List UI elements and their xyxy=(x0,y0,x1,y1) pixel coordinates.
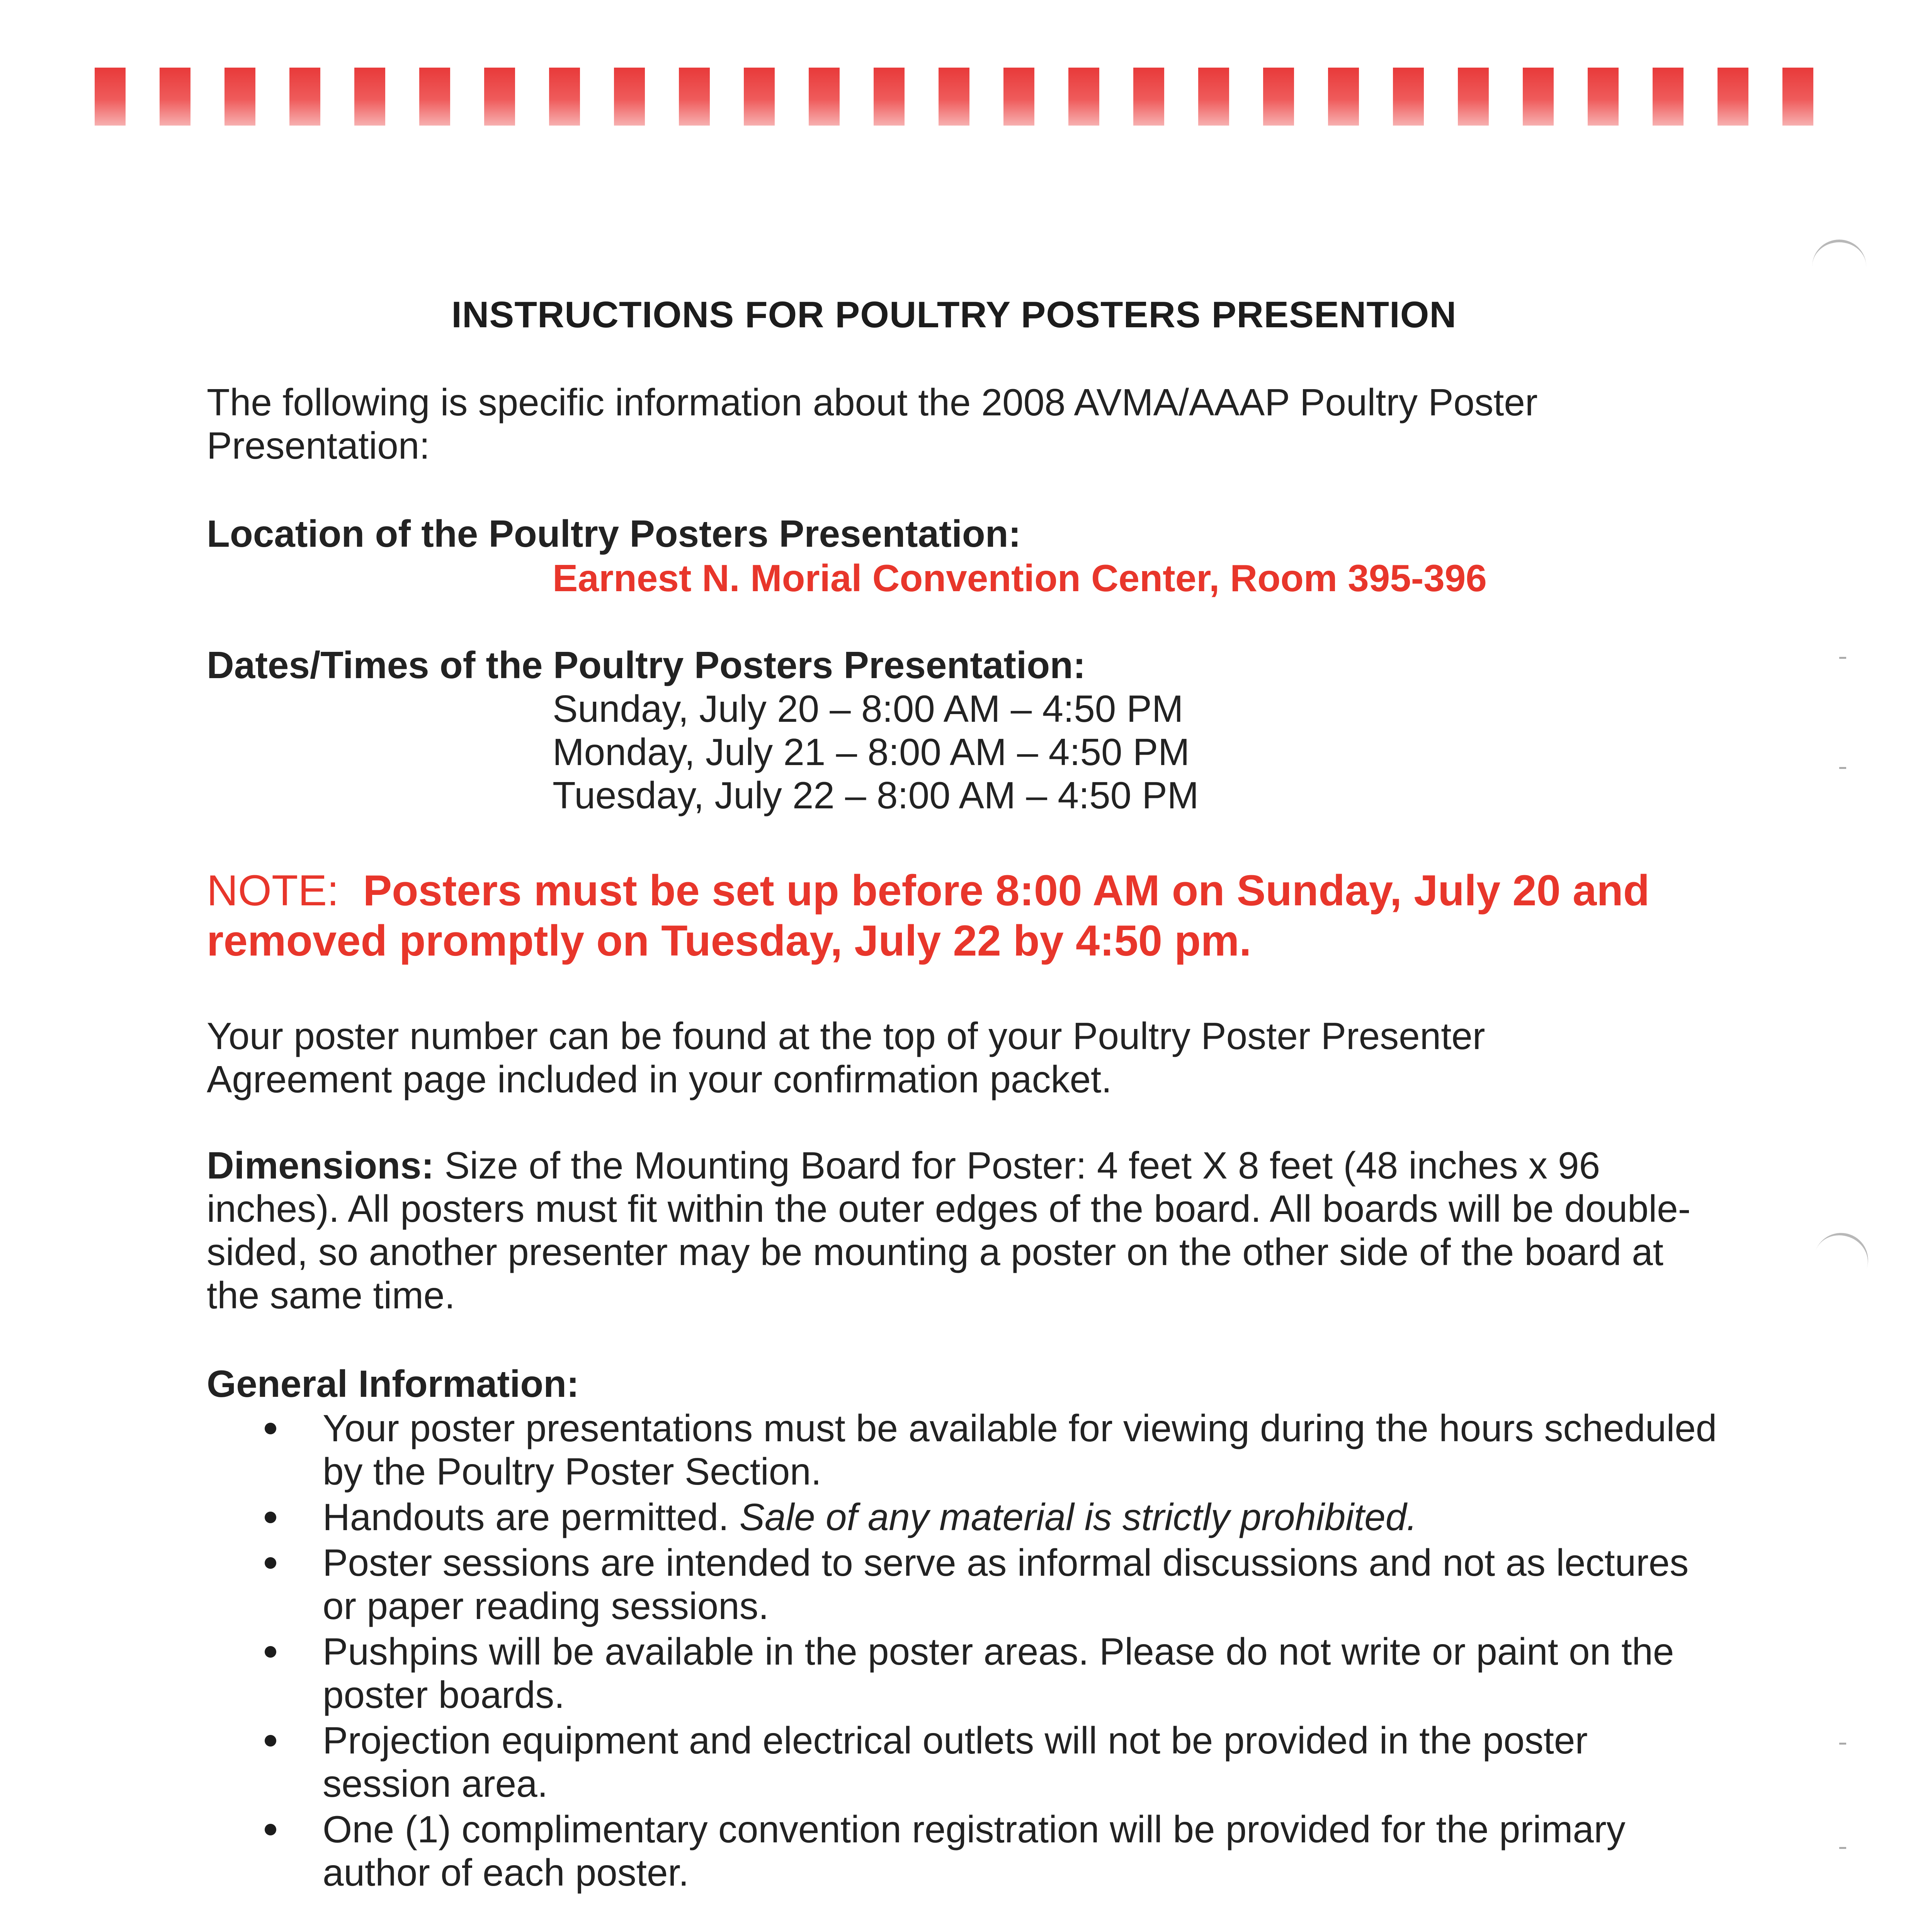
location-label: Location of the Poultry Posters Presentation: xyxy=(207,512,1021,555)
decorative-header-strip xyxy=(95,68,1818,126)
bullet-icon xyxy=(265,1824,276,1835)
scan-speck xyxy=(1839,767,1846,769)
list-item-text: Handouts are permitted. xyxy=(323,1496,740,1538)
header-strip-mark xyxy=(1718,68,1748,126)
list-item xyxy=(255,1406,1723,1493)
bullet-icon xyxy=(265,1557,276,1569)
header-strip-mark xyxy=(224,68,255,126)
bullet-icon xyxy=(265,1423,276,1434)
note-text: Posters must be set up before 8:00 AM on Sunday, July 20 and removed promptly on Tuesday, July 22 by 4:50 pm. xyxy=(207,866,1650,965)
general-info-label: General Information: xyxy=(207,1362,579,1405)
date-item-sunday: Sunday, July 20 – 8:00 AM – 4:50 PM xyxy=(553,687,1184,730)
header-strip-mark xyxy=(484,68,515,126)
header-strip-mark xyxy=(874,68,905,126)
list-item xyxy=(255,1630,1723,1716)
list-item-text: Poster sessions are intended to serve as informal discussions and not as lectures or paper reading sessions. xyxy=(323,1541,1689,1627)
list-item xyxy=(255,1808,1723,1894)
header-strip-mark xyxy=(160,68,190,126)
header-strip-mark xyxy=(1263,68,1294,126)
header-strip-mark xyxy=(419,68,450,126)
date-item-tuesday: Tuesday, July 22 – 8:00 AM – 4:50 PM xyxy=(553,774,1199,816)
header-strip-mark xyxy=(939,68,969,126)
bullet-icon xyxy=(265,1646,276,1658)
header-strip-mark xyxy=(1523,68,1554,126)
header-strip-mark xyxy=(1328,68,1359,126)
header-strip-mark xyxy=(679,68,710,126)
header-strip-mark xyxy=(1133,68,1164,126)
header-strip-mark xyxy=(809,68,840,126)
poster-number-paragraph: Your poster number can be found at the top of your Poultry Poster Presenter Agreement page included in your confirmation packet. xyxy=(207,1015,1485,1100)
header-strip-mark xyxy=(1588,68,1619,126)
date-item-monday: Monday, July 21 – 8:00 AM – 4:50 PM xyxy=(553,731,1190,773)
dates-label: Dates/Times of the Poultry Posters Presentation: xyxy=(207,644,1086,686)
dimensions-text: Size of the Mounting Board for Poster: 4 feet X 8 feet (48 inches x 96 inches). All posters must fit within the outer edges of the board. All boards will be double-sided, so another presenter may be mounting a poster on the other side of the board at the same time. xyxy=(207,1144,1691,1316)
header-strip-mark xyxy=(1393,68,1424,126)
intro-paragraph: The following is specific information about the 2008 AVMA/AAAP Poultry Poster Presentation: xyxy=(207,381,1538,467)
scan-edge-artifact xyxy=(1803,1225,1876,1304)
dimensions-label: Dimensions: xyxy=(207,1144,434,1187)
scan-speck xyxy=(1839,657,1846,659)
header-strip-mark xyxy=(1653,68,1684,126)
list-item xyxy=(255,1541,1723,1628)
bullet-icon xyxy=(265,1735,276,1747)
scan-speck xyxy=(1839,1847,1846,1849)
list-item xyxy=(255,1495,1723,1539)
list-item-text: Projection equipment and electrical outlets will not be provided in the poster session area. xyxy=(323,1719,1588,1805)
header-strip-mark xyxy=(354,68,385,126)
note-lead: NOTE: xyxy=(207,866,339,915)
scan-edge-artifact xyxy=(1812,240,1866,304)
scan-speck xyxy=(1839,1743,1846,1745)
header-strip-mark xyxy=(744,68,775,126)
header-strip-mark xyxy=(1458,68,1489,126)
dates-list xyxy=(553,687,1199,817)
dimensions-paragraph xyxy=(207,1144,1714,1317)
header-strip-mark xyxy=(289,68,320,126)
general-info-list xyxy=(255,1406,1723,1896)
list-item-emphasis: Sale of any material is strictly prohibited. xyxy=(739,1496,1417,1538)
list-item xyxy=(255,1719,1723,1805)
list-item-text: Pushpins will be available in the poster areas. Please do not write or paint on the poster boards. xyxy=(323,1630,1674,1716)
list-item-text: Your poster presentations must be available for viewing during the hours scheduled by the Poultry Poster Section. xyxy=(323,1407,1717,1493)
location-value: Earnest N. Morial Convention Center, Room 395-396 xyxy=(553,557,1487,599)
header-strip-mark xyxy=(95,68,126,126)
header-strip-mark xyxy=(1068,68,1099,126)
header-strip-mark xyxy=(614,68,645,126)
header-strip-mark xyxy=(549,68,580,126)
list-item-text: One (1) complimentary convention registration will be provided for the primary author of each poster. xyxy=(323,1808,1626,1894)
setup-note xyxy=(207,866,1830,966)
header-strip-mark xyxy=(1782,68,1813,126)
header-strip-mark xyxy=(1198,68,1229,126)
header-strip-mark xyxy=(1003,68,1034,126)
bullet-icon xyxy=(265,1512,276,1523)
page-title: INSTRUCTIONS FOR POULTRY POSTERS PRESENTION xyxy=(451,294,1457,335)
